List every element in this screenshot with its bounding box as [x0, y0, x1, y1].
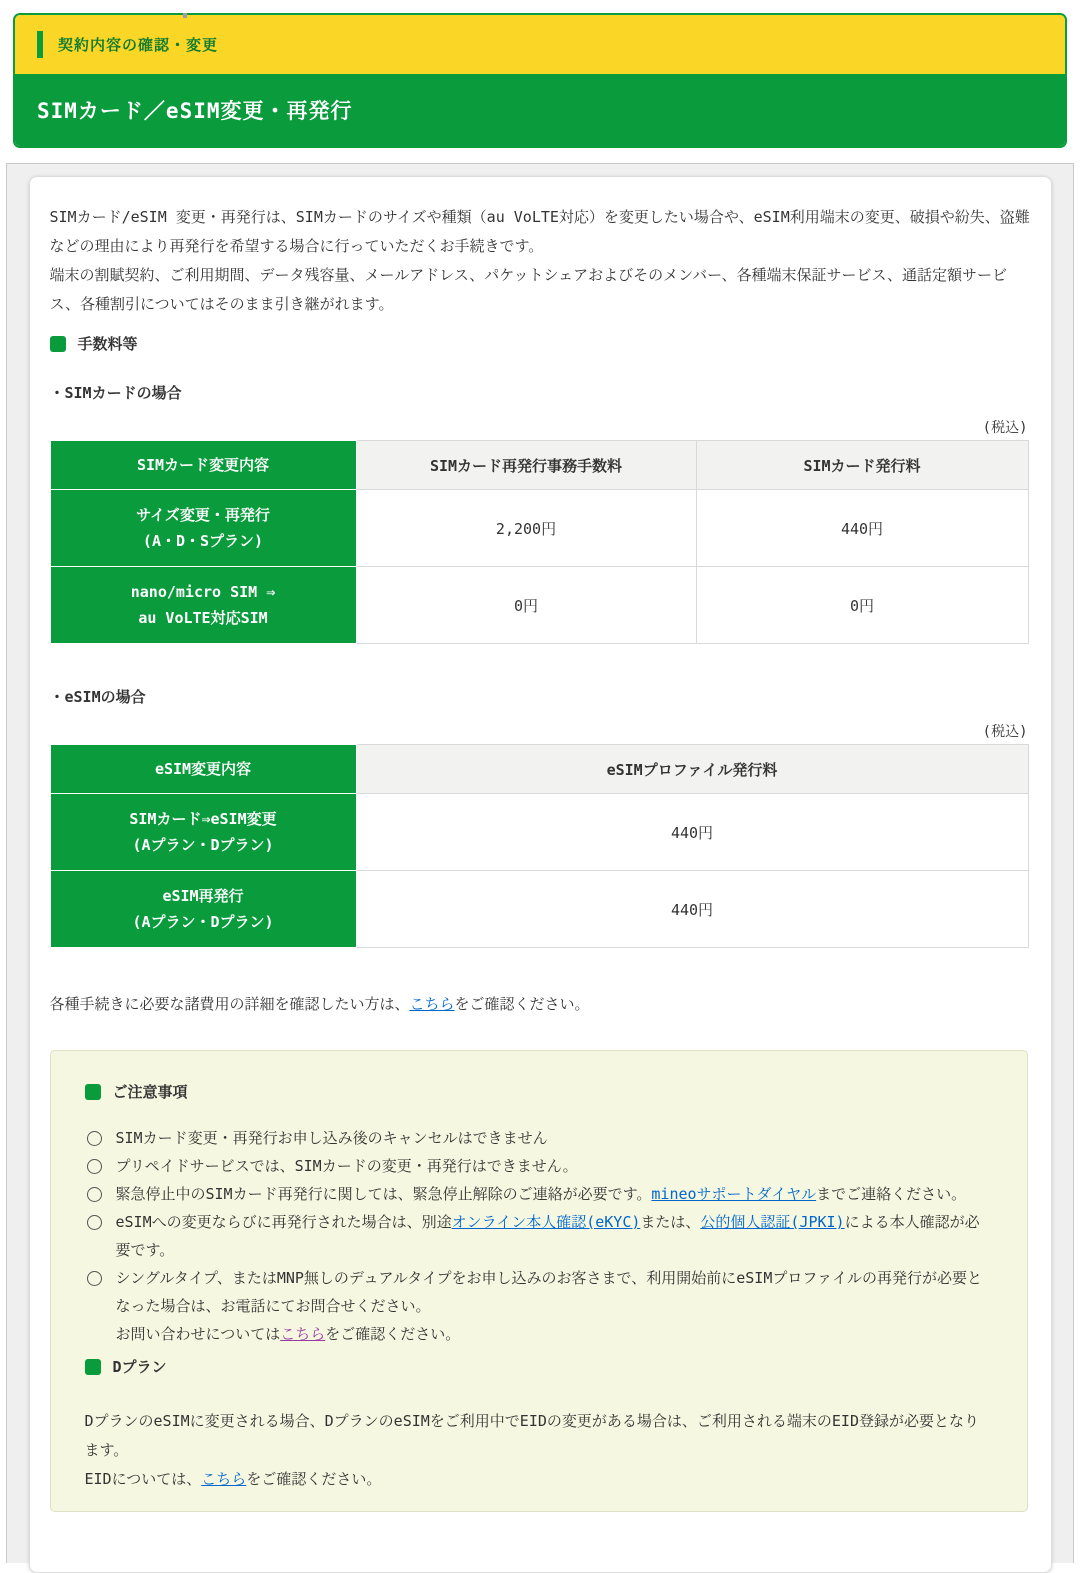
row-label-line1: サイズ変更・再発行: [136, 506, 270, 524]
sim-table-header-change: SIMカード変更内容: [50, 441, 356, 490]
notice-item-text: プリペイドサービスでは、SIMカードの変更・再発行はできません。: [115, 1157, 578, 1175]
table-row: [50, 871, 1028, 948]
notice-list-item: [85, 1152, 993, 1180]
row-label-cell: [50, 794, 356, 871]
esim-table-header-change: eSIM変更内容: [50, 745, 356, 794]
page-header: [13, 13, 1067, 148]
dplan-line-2: EIDについては、こちらをご確認ください。: [84, 1470, 382, 1488]
fees-section-heading: [50, 333, 1031, 354]
dplan-text: [85, 1407, 985, 1494]
notice-list-item: [85, 1208, 993, 1264]
fee-value-cell: 0円: [356, 567, 696, 644]
circle-bullet-icon: [87, 1271, 102, 1286]
notice-list-item: [85, 1264, 993, 1348]
row-label-line2: (A・D・Sプラン): [142, 532, 264, 550]
dplan-heading-label: Dプラン: [112, 1358, 167, 1376]
row-label-line2: (Aプラン・Dプラン): [132, 836, 274, 854]
fees-heading-label: 手数料等: [77, 335, 138, 353]
fee-value-cell: 2,200円: [356, 490, 696, 567]
content-card: [29, 176, 1052, 1573]
sim-case-label: ・SIMカードの場合: [49, 384, 182, 402]
table-header-row: [50, 745, 1028, 794]
inline-link[interactable]: こちら: [201, 1470, 247, 1488]
table-row: [50, 567, 1028, 644]
esim-table-header-fee: eSIMプロファイル発行料: [356, 745, 1028, 794]
inline-link[interactable]: mineoサポートダイヤル: [651, 1185, 817, 1203]
notice-list-item: [85, 1180, 993, 1208]
row-label-line1: eSIM再発行: [162, 887, 244, 905]
notice-section-heading: [85, 1081, 993, 1102]
row-label-line1: SIMカード⇒eSIM変更: [129, 810, 277, 828]
circle-bullet-icon: [87, 1215, 102, 1230]
section-label: 契約内容の確認・変更: [58, 36, 219, 54]
circle-bullet-icon: [87, 1187, 102, 1202]
sim-table-header-issue-fee: SIMカード発行料: [696, 441, 1028, 490]
notice-heading-label: ご注意事項: [112, 1083, 188, 1101]
notice-list: [85, 1124, 993, 1348]
row-label-cell: [50, 871, 356, 948]
dplan-section-heading: [85, 1356, 993, 1377]
fee-value-cell: 0円: [696, 567, 1028, 644]
fee-value-cell: 440円: [356, 871, 1028, 948]
intro-line-2: 端末の割賦契約、ご利用期間、データ残容量、メールアドレス、パケットシェアおよびそのメンバー、各種端末保証サービス、通話定額サービス、各種割引についてはそのまま引き継がれます。: [49, 266, 1007, 313]
row-label-cell: [50, 490, 356, 567]
page-top-artifact: [183, 13, 187, 18]
row-label-cell: [50, 567, 356, 644]
inline-link[interactable]: こちら: [280, 1325, 326, 1343]
fee-value-cell: 440円: [696, 490, 1028, 567]
inline-link[interactable]: オンライン本人確認(eKYC): [451, 1213, 641, 1231]
page-title-bar: [15, 74, 1065, 146]
row-label-line2: au VoLTE対応SIM: [138, 609, 268, 627]
sim-table-header-reissue-fee: SIMカード再発行事務手数料: [356, 441, 696, 490]
notice-item-text: SIMカード変更・再発行お申し込み後のキャンセルはできません: [115, 1129, 548, 1147]
content-panel: [6, 163, 1074, 1563]
notice-item-text: eSIMへの変更ならびに再発行された場合は、別途オンライン本人確認(eKYC)または、公的個人認証(JPKI)による本人確認が必要です。: [115, 1213, 980, 1259]
intro-line-1: SIMカード/eSIM 変更・再発行は、SIMカードのサイズや種類（au VoLTE対応）を変更したい場合や、eSIM利用端末の変更、破損や紛失、盗難などの理由により再発行を希望する場合に行っていただくお手続きです。: [49, 208, 1030, 255]
sim-fee-table: [50, 440, 1029, 644]
page: [0, 13, 1080, 1528]
esim-fee-table: [50, 744, 1029, 948]
table-row: [50, 794, 1028, 871]
circle-bullet-icon: [87, 1131, 102, 1146]
sim-tax-note: (税込): [982, 420, 1028, 436]
esim-case-label: ・eSIMの場合: [49, 688, 146, 706]
notice-item-text: シングルタイプ、またはMNP無しのデュアルタイプをお申し込みのお客さまで、利用開始前にeSIMプロファイルの再発行が必要となった場合は、お電話にてお問合せください。 お問い合わせについてはこちらをご確認ください。: [115, 1269, 983, 1343]
page-title: SIMカード／eSIM変更・再発行: [37, 99, 353, 123]
notice-box: [50, 1050, 1028, 1512]
row-label-line1: nano/micro SIM ⇒: [130, 583, 276, 601]
inline-link[interactable]: 公的個人認証(JPKI): [700, 1213, 845, 1231]
notice-item-text: 緊急停止中のSIMカード再発行に関しては、緊急停止解除のご連絡が必要です。mineoサポートダイヤルまでご連絡ください。: [115, 1185, 967, 1203]
breadcrumb-bar: [15, 15, 1065, 74]
green-square-icon: [85, 1084, 101, 1100]
intro-text: [50, 203, 1031, 319]
green-square-icon: [50, 336, 66, 352]
esim-tax-note: (税込): [982, 724, 1028, 740]
table-header-row: [50, 441, 1028, 490]
fee-detail-line: 各種手続きに必要な諸費用の詳細を確認したい方は、こちらをご確認ください。: [49, 995, 590, 1013]
notice-list-item: [85, 1124, 993, 1152]
fee-value-cell: 440円: [356, 794, 1028, 871]
green-square-icon: [85, 1359, 101, 1375]
table-row: [50, 490, 1028, 567]
inline-link[interactable]: こちら: [409, 995, 455, 1013]
row-label-line2: (Aプラン・Dプラン): [132, 913, 274, 931]
dplan-line-1: DプランのeSIMに変更される場合、DプランのeSIMをご利用中でEIDの変更がある場合は、ご利用される端末のEID登録が必要となります。: [84, 1412, 979, 1459]
section-accent-bar: [37, 31, 43, 58]
circle-bullet-icon: [87, 1159, 102, 1174]
